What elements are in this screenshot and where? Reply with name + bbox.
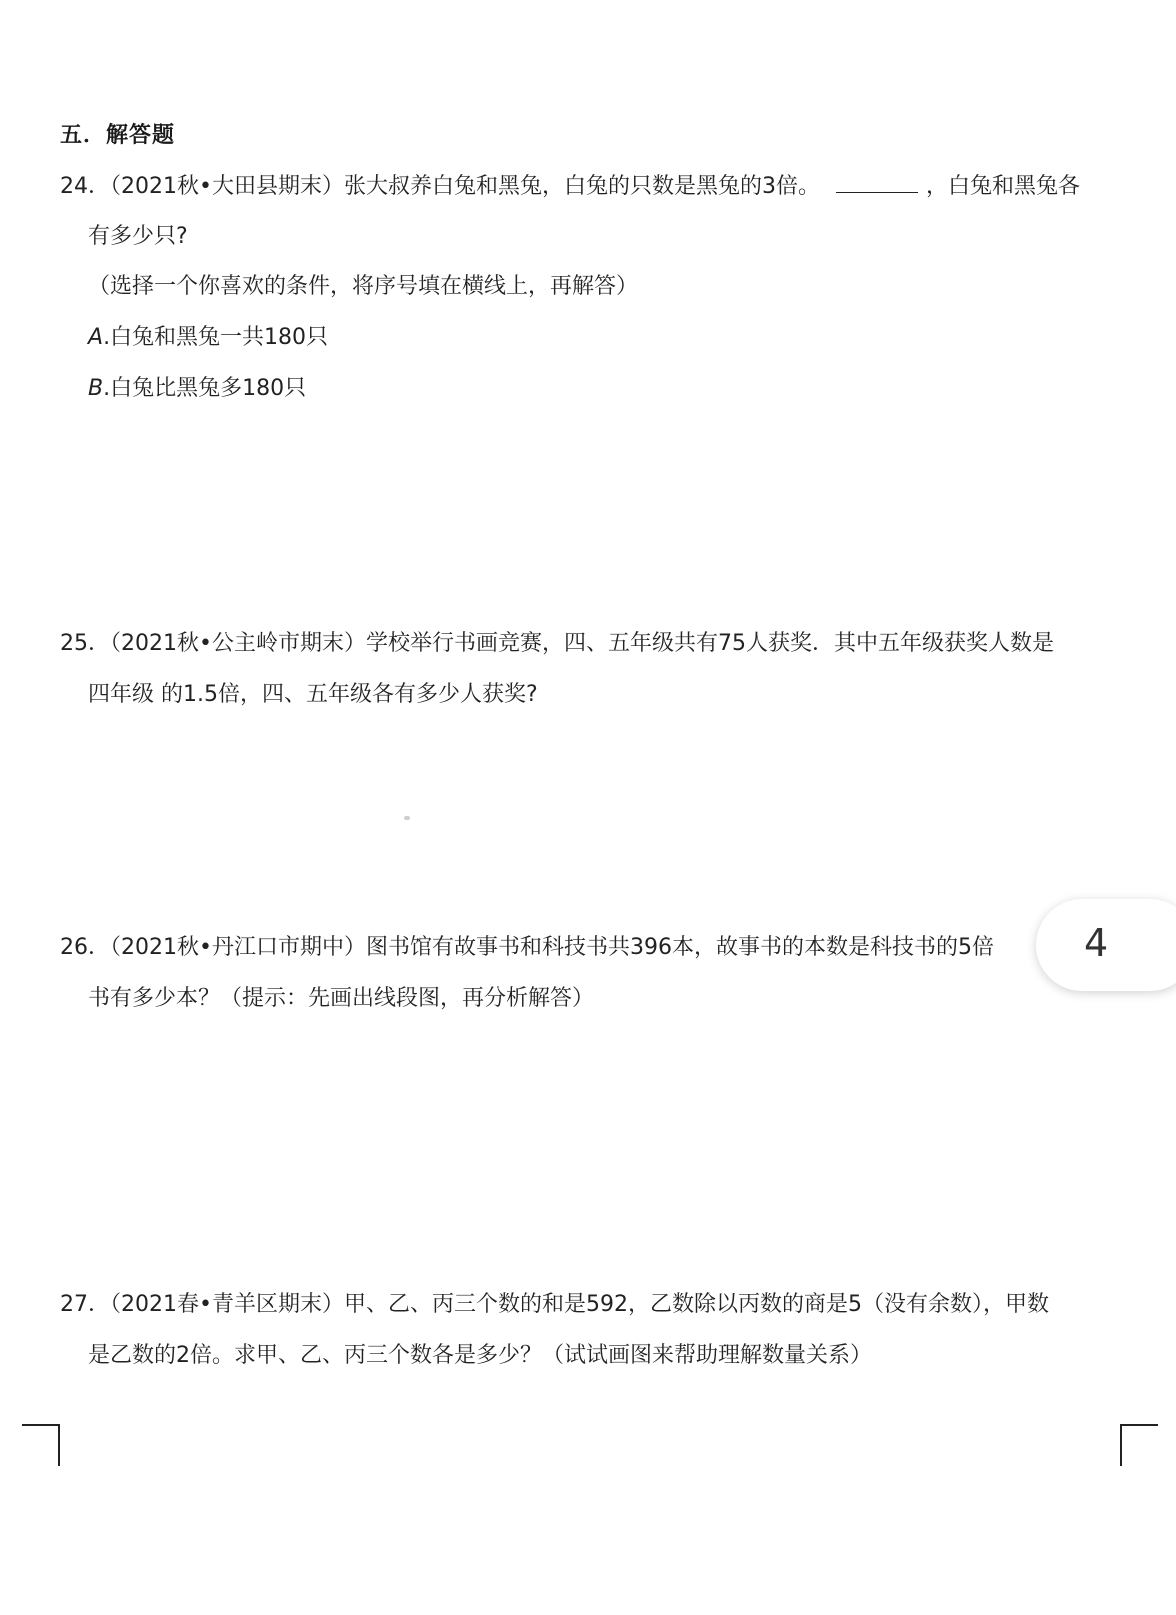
question-text: ，白兔和黑兔各 bbox=[925, 174, 1080, 199]
option-text: .白兔比黑兔多180只 bbox=[103, 376, 307, 401]
question-27-line-2: 是乙数的2倍。求甲、乙、丙三个数各是多少？（试试画图来帮助理解数量关系） bbox=[88, 1343, 872, 1368]
section-title: 五．解答题 bbox=[60, 123, 176, 148]
page-number-indicator[interactable] bbox=[1036, 899, 1176, 991]
question-24-line-1 bbox=[60, 170, 1080, 203]
question-27-line-1 bbox=[60, 1289, 1049, 1321]
question-number: 24． bbox=[60, 174, 110, 199]
question-text: （2021秋•公主岭市期末）学校举行书画竞赛，四、五年级共有75人获奖．其中五年级获奖人数是 bbox=[110, 631, 1054, 656]
page-number: 4 bbox=[1084, 921, 1109, 965]
option-letter: A bbox=[88, 325, 104, 350]
crop-mark-left bbox=[22, 1424, 60, 1466]
question-26-line-2: 书有多少本？（提示：先画出线段图，再分析解答） bbox=[88, 986, 595, 1011]
question-text: （2021秋•大田县期末）张大叔养白兔和黑兔，白兔的只数是黑兔的3倍。 bbox=[110, 174, 820, 199]
question-25-line-2: 四年级 的1.5倍，四、五年级各有多少人获奖? bbox=[88, 682, 538, 707]
question-25-line-1 bbox=[60, 628, 1054, 660]
option-text: .白兔和黑兔一共180只 bbox=[103, 325, 329, 350]
crop-mark-right bbox=[1120, 1424, 1158, 1466]
question-text: （2021秋•丹江口市期中）图书馆有故事书和科技书共396本，故事书的本数是科技书的5倍 bbox=[110, 935, 994, 960]
question-26-line-1 bbox=[60, 932, 994, 964]
scan-speck bbox=[404, 816, 410, 820]
question-24-option-b bbox=[88, 373, 306, 405]
question-text: （2021春•青羊区期末）甲、乙、丙三个数的和是592，乙数除以丙数的商是5（没有余数），甲数 bbox=[110, 1292, 1049, 1317]
question-number: 25． bbox=[60, 631, 110, 656]
question-24-line-2: 有多少只? bbox=[88, 224, 188, 249]
option-letter: B bbox=[88, 376, 104, 401]
question-number: 27． bbox=[60, 1292, 110, 1317]
question-number: 26． bbox=[60, 935, 110, 960]
answer-blank[interactable] bbox=[836, 170, 918, 193]
question-24-note: （选择一个你喜欢的条件，将序号填在横线上，再解答） bbox=[88, 274, 639, 299]
question-24-option-a bbox=[88, 322, 328, 354]
